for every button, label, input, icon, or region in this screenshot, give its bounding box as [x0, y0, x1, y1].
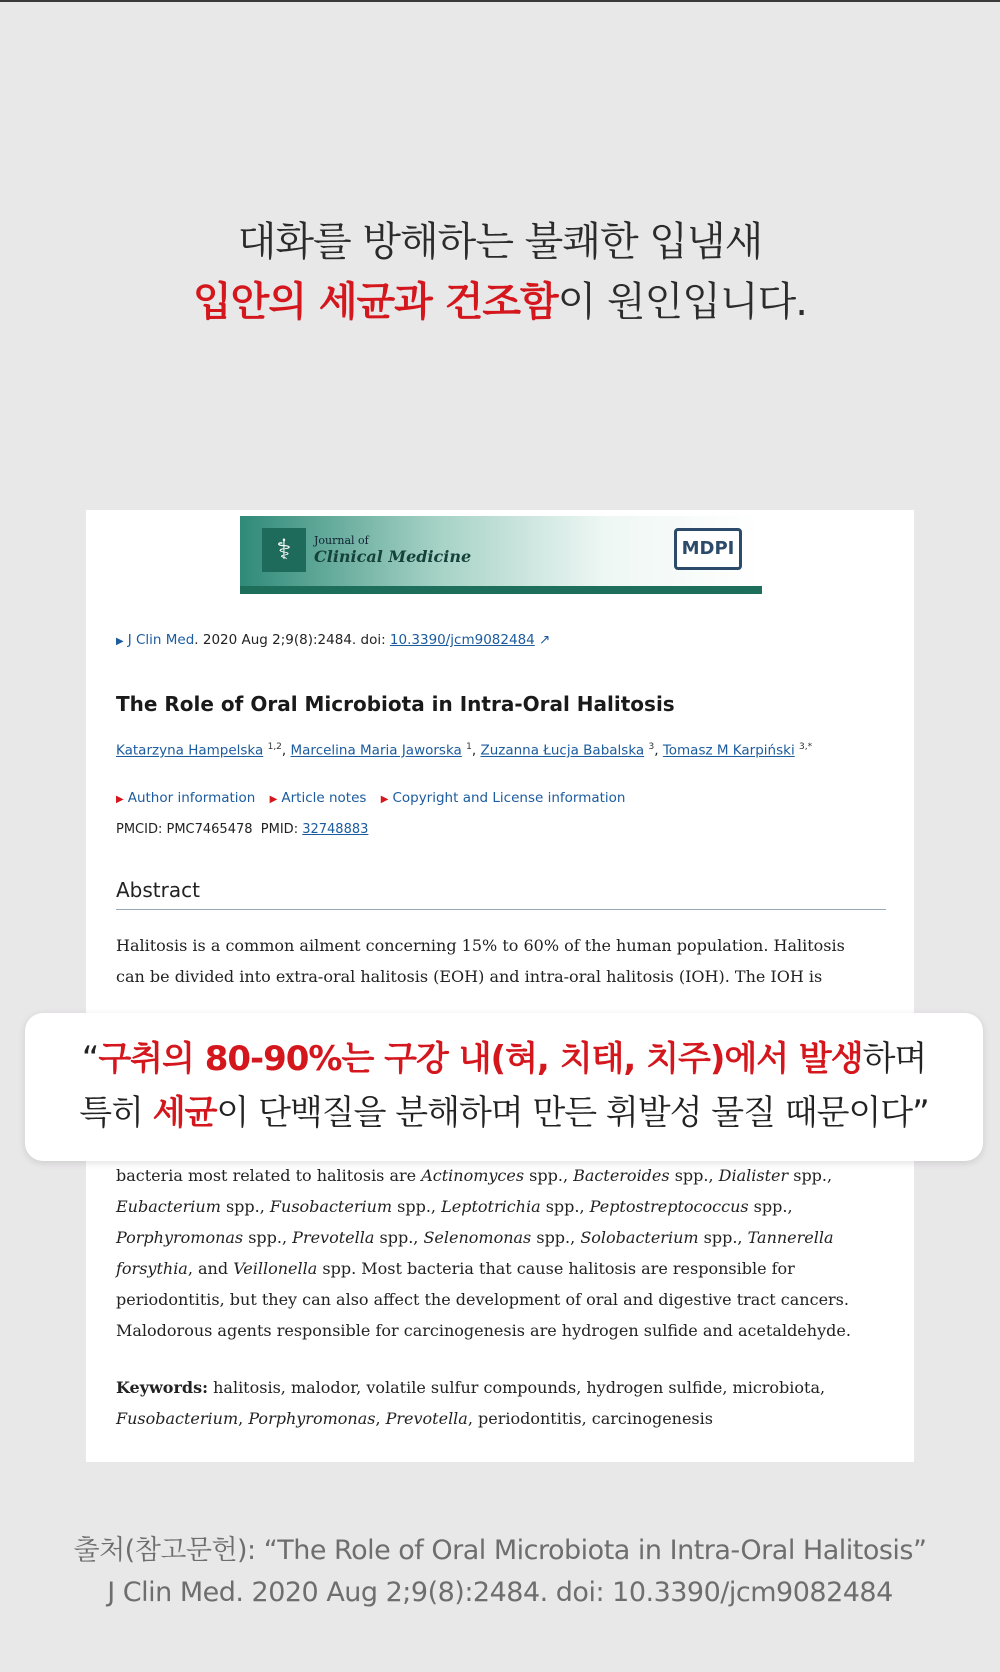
journal-name-main: Clinical Medicine — [314, 547, 472, 566]
abstract-text-top: Halitosis is a common ailment concerning 15% to 60% of the human population. Halitosis can be divided into extra-oral halitosis (EOH) and intra-oral halitosis (IOH). The IOH is — [116, 936, 845, 986]
headline-line2 — [0, 272, 1000, 332]
pmcid: PMCID: PMC7465478 — [116, 822, 253, 837]
author-affiliation: 3,* — [799, 742, 813, 752]
headline-line2-rest: 이 원인입니다. — [557, 279, 807, 325]
keywords-label: Keywords: — [116, 1378, 209, 1397]
article-notes-toggle[interactable]: ▶ Article notes — [269, 790, 367, 806]
headline — [0, 212, 1000, 332]
license-toggle[interactable]: ▶ Copyright and License information — [380, 790, 626, 806]
abstract-text-bottom: bacteria most related to halitosis are Actinomyces spp., Bacteroides spp., Dialister spp., Eubacterium spp., Fusobacterium spp., Leptotrichia spp., Peptostreptococcus spp., Porphyromonas spp., Prevotella spp., Selenomonas spp., Solobacterium spp., Tannerella forsythia, and Veillonella spp. Most bacteria that cause halitosis are responsible for periodontitis, but they can also affect the development of oral and digestive tract cancers. Malodorous agents responsible for carcinogenesis are hydrogen sulfide and acetaldehyde. — [116, 1166, 851, 1340]
banner-bar — [240, 586, 762, 594]
source-reference — [0, 1530, 1000, 1614]
stethoscope-icon: ⚕ — [262, 528, 306, 572]
pmid-link[interactable]: 32748883 — [302, 822, 369, 837]
abstract-heading: Abstract — [116, 878, 200, 902]
journal-link[interactable]: J Clin Med — [127, 632, 195, 648]
expand-arrow-icon: ▶ — [269, 794, 278, 805]
quote-line1: “구취의 80-90%는 구강 내(혀, 치태, 치주)에서 발생하며 — [81, 1039, 927, 1079]
headline-line1: 대화를 방해하는 불쾌한 입냄새 — [237, 219, 763, 265]
quote-highlight-bacteria: 세균 — [152, 1093, 217, 1133]
author-information-toggle[interactable]: ▶ Author information — [116, 790, 256, 806]
top-divider — [0, 0, 1000, 2]
author-link[interactable]: Zuzanna Łucja Babalska — [480, 742, 645, 759]
author-affiliation: 1 — [466, 742, 472, 752]
author-link[interactable]: Katarzyna Hampelska — [116, 742, 264, 759]
author-affiliation: 3 — [648, 742, 655, 752]
highlight-quote-card — [25, 1013, 983, 1161]
external-link-icon[interactable]: ↗ — [534, 632, 551, 648]
mdpi-logo: MDPI — [674, 528, 742, 570]
journal-banner — [240, 516, 762, 594]
article-screenshot — [86, 510, 914, 1462]
journal-name-top: Journal of — [314, 534, 369, 547]
author-list: Katarzyna Hampelska $^{1,2}$, Marcelina Maria Jaworska $^1$, Zuzanna Łucja Babalska $^3$, Tomasz M Karpiński $^{3,*}$ — [116, 742, 813, 759]
pmid-label: PMID: — [260, 822, 303, 837]
citation-line — [116, 632, 550, 648]
headline-highlight: 입안의 세균과 건조함 — [193, 279, 558, 325]
source-line1: 출처(참고문헌): “The Role of Oral Microbiota in Intra-Oral Halitosis” — [73, 1535, 927, 1566]
doi-link[interactable]: 10.3390/jcm9082484 — [389, 632, 535, 648]
citation-details: . 2020 Aug 2;9(8):2484. doi: — [194, 632, 390, 648]
author-affiliation: 1,2 — [267, 742, 282, 752]
author-link[interactable]: Marcelina Maria Jaworska — [290, 742, 462, 759]
author-link[interactable]: Tomasz M Karpiński — [662, 742, 795, 759]
source-line2: J Clin Med. 2020 Aug 2;9(8):2484. doi: 10.3390/jcm9082484 — [107, 1577, 893, 1608]
abstract-divider — [116, 909, 886, 910]
keywords: Keywords: halitosis, malodor, volatile sulfur compounds, hydrogen sulfide, microbiota, Fusobacterium, Porphyromonas, Prevotella, periodontitis, carcinogenesis — [116, 1378, 826, 1428]
article-notes-row — [116, 790, 635, 806]
quote-line2: 특히 세균이 단백질을 분해하며 만든 휘발성 물질 때문이다” — [79, 1093, 929, 1133]
expand-arrow-icon: ▶ — [116, 794, 124, 805]
expand-arrow-icon[interactable]: ▶ — [116, 636, 124, 647]
quote-highlight: 구취의 80-90%는 구강 내(혀, 치태, 치주)에서 발생 — [98, 1039, 863, 1079]
expand-arrow-icon: ▶ — [380, 794, 389, 805]
journal-name — [314, 534, 471, 566]
identifiers — [116, 822, 368, 837]
article-title: The Role of Oral Microbiota in Intra-Oral Halitosis — [116, 692, 675, 716]
